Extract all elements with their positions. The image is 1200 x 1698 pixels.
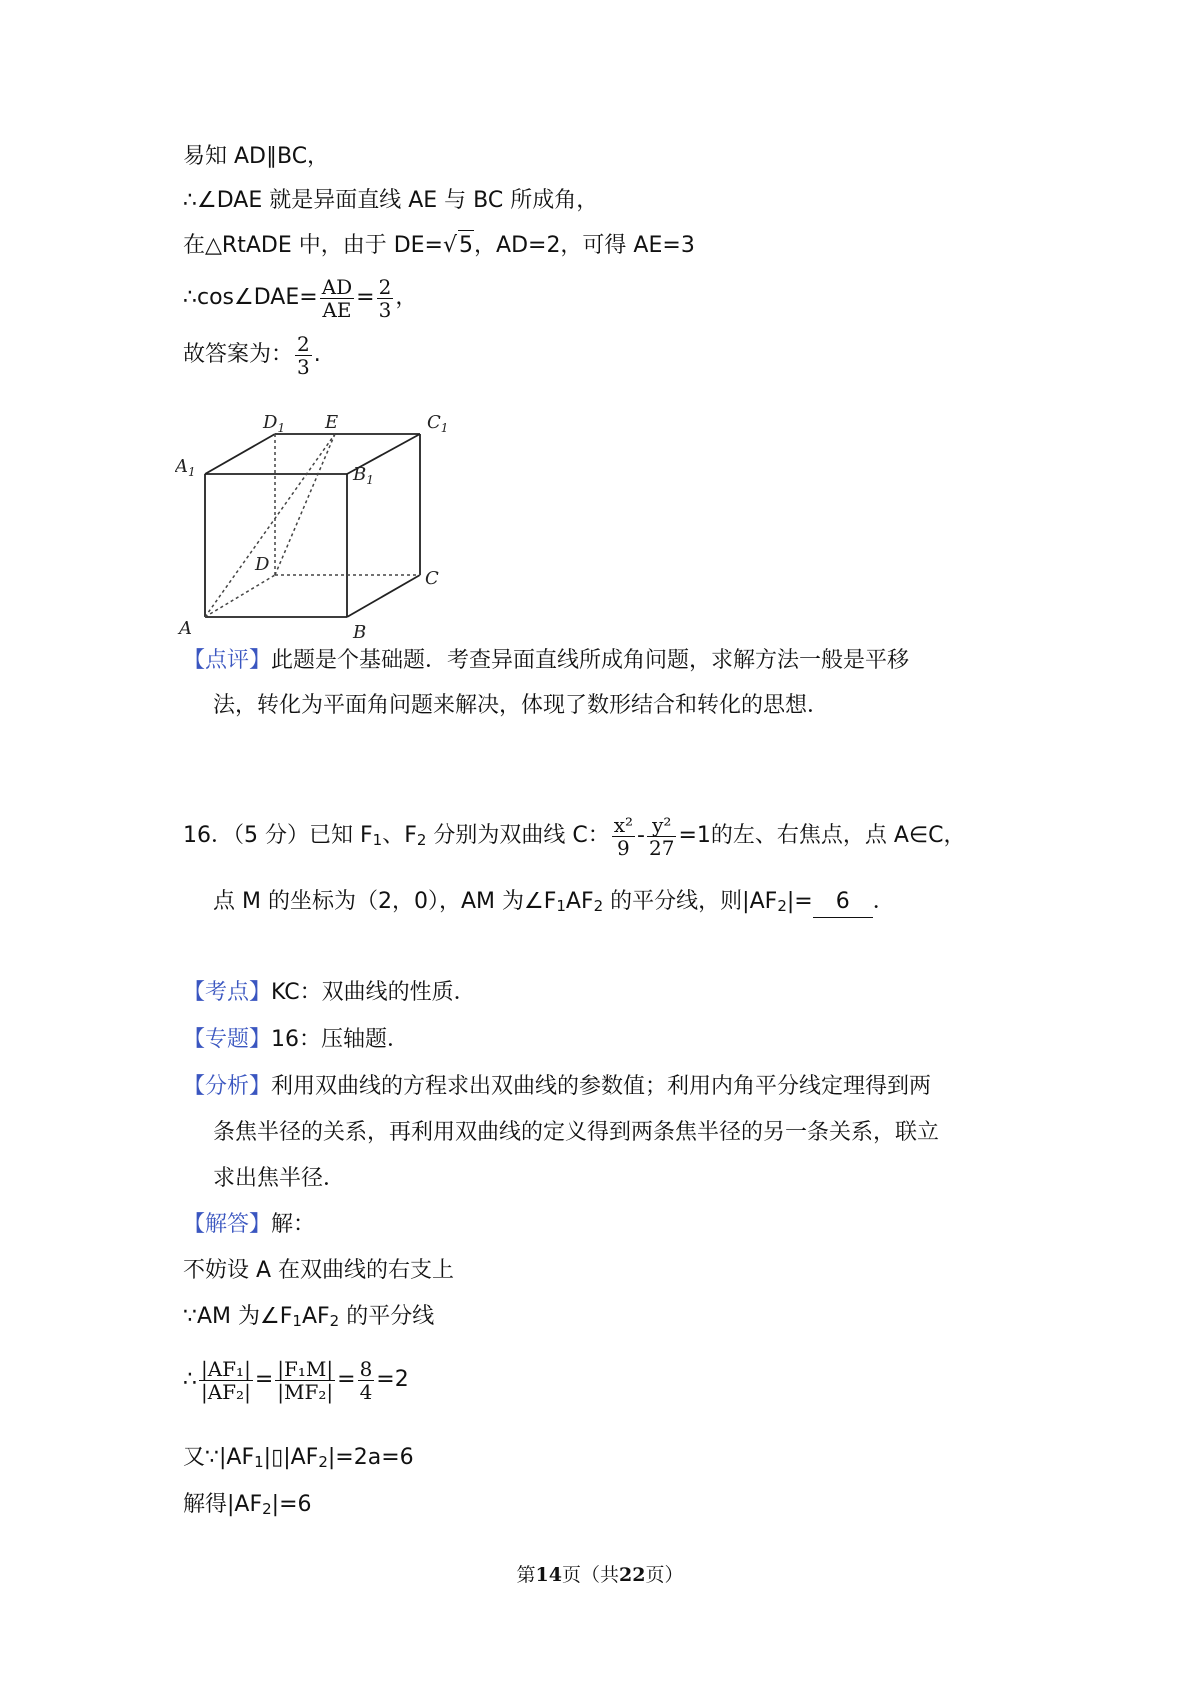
- fraction-denominator: 9: [617, 835, 630, 860]
- solution-line: [183, 1490, 312, 1524]
- missing-glyph-icon: ▯: [271, 1445, 284, 1470]
- fenxi-line: 条焦半径的关系，再利用双曲线的定义得到两条焦半径的另一条关系，联立: [213, 1120, 940, 1145]
- fraction: [199, 1358, 253, 1403]
- fraction-denominator: 4: [359, 1379, 373, 1404]
- fraction-numerator: 8: [359, 1356, 373, 1381]
- comment-line: 法，转化为平面角问题来解决，体现了数形结合和转化的思想．: [213, 693, 830, 718]
- section-tag: 【点评】: [183, 648, 272, 673]
- vertex-label-c1: $C_1$: [427, 412, 449, 435]
- page-footer: [0, 1560, 1200, 1587]
- text-segment: 16．（5 分）已知 F: [183, 823, 373, 848]
- vertex-label-d: D: [255, 554, 270, 575]
- text-line: [183, 273, 417, 323]
- text-segment: KC：双曲线的性质．: [271, 980, 476, 1005]
- vertex-label-d1: $D_1$: [263, 412, 286, 435]
- text-segment: 分别为双曲线 C：: [426, 823, 610, 848]
- solution-line: 不妨设 A 在双曲线的右支上: [183, 1258, 455, 1283]
- text-segment: 利用双曲线的方程求出双曲线的参数值；利用内角平分线定理得到两: [271, 1074, 932, 1099]
- text-segment: |=2a=6: [327, 1445, 414, 1470]
- text-segment: ∵AM 为∠F: [183, 1304, 293, 1329]
- section-tag: 【专题】: [183, 1027, 272, 1052]
- text-segment: 点 M 的坐标为（2，0），AM 为∠F: [213, 889, 557, 914]
- fraction-denominator: 3: [297, 354, 310, 379]
- question-line: [183, 808, 965, 868]
- fraction-denominator: 3: [378, 297, 392, 322]
- text-line: ∴∠DAE 就是异面直线 AE 与 BC 所成角，: [183, 188, 599, 213]
- subscript: 2: [262, 1500, 272, 1518]
- fraction-denominator: |MF₂|: [277, 1379, 334, 1404]
- fraction-denominator: 27: [649, 835, 675, 860]
- vertex-label-b: B: [353, 622, 367, 642]
- fraction-numerator: y²: [647, 814, 676, 837]
- zhuanti-line: [183, 1025, 409, 1055]
- vertex-label-b1: $B_1$: [353, 464, 374, 487]
- fraction: [275, 1358, 335, 1403]
- question-line: [213, 887, 895, 921]
- fraction: [358, 1358, 375, 1403]
- vertex-label-e: E: [325, 412, 339, 433]
- fenxi-line: 求出焦半径．: [213, 1166, 346, 1191]
- text-segment: |=6: [271, 1492, 312, 1517]
- solution-line: [183, 1352, 409, 1408]
- text-segment: ∴: [183, 1367, 197, 1392]
- subscript: 1: [292, 1312, 302, 1330]
- text-segment: 在△RtADE 中，由于 DE=: [183, 233, 443, 258]
- subscript: 2: [593, 897, 604, 915]
- solution-line: [183, 1443, 414, 1477]
- text-segment: 的平分线，则|AF: [603, 889, 778, 914]
- text-segment: ．: [872, 889, 895, 914]
- fraction: [647, 814, 676, 859]
- text-segment: =1的左、右焦点，点 A∈C，: [678, 823, 966, 848]
- text-segment: ，AD=2，可得 AE=3: [474, 233, 695, 258]
- fraction-denominator: |AF₂|: [201, 1379, 251, 1404]
- fraction-numerator: |F₁M|: [277, 1356, 334, 1381]
- fraction: [295, 333, 312, 378]
- section-tag: 【考点】: [183, 980, 272, 1005]
- fraction-numerator: 2: [297, 331, 310, 356]
- text-segment: 、F: [382, 823, 417, 848]
- text-segment: 的平分线: [339, 1304, 435, 1329]
- equals-sign: =: [337, 1367, 356, 1392]
- vertex-label-a1: $A_1$: [175, 456, 196, 479]
- vertex-label-a: A: [179, 618, 192, 639]
- text-line: [183, 230, 695, 261]
- subscript: 1: [372, 831, 383, 849]
- text-segment: 解：: [271, 1212, 316, 1237]
- fraction-numerator: |AF₁|: [201, 1356, 251, 1381]
- text-segment: |: [263, 1445, 272, 1470]
- text-segment: |AF: [283, 1445, 319, 1470]
- subscript: 1: [254, 1453, 264, 1471]
- subscript: 2: [777, 897, 787, 915]
- subscript: 2: [329, 1312, 340, 1330]
- subscript: 2: [416, 831, 427, 849]
- text-segment: =2: [376, 1367, 409, 1392]
- sqrt-radicand: 5: [458, 230, 474, 261]
- text-segment: ，: [395, 285, 418, 310]
- text-segment: 故答案为：: [183, 342, 294, 367]
- text-segment: 解得|AF: [183, 1492, 263, 1517]
- jieda-line: [183, 1210, 315, 1240]
- page-total: 22: [619, 1564, 646, 1586]
- text-segment: AF: [565, 889, 594, 914]
- text-segment: |=: [786, 889, 813, 914]
- solution-line: [183, 1302, 434, 1336]
- equals-sign: =: [356, 285, 375, 310]
- vertex-label-c: C: [425, 568, 439, 589]
- kaodian-line: [183, 978, 476, 1008]
- fraction: [377, 276, 394, 321]
- text-segment: 此题是个基础题．考查异面直线所成角问题，求解方法一般是平移: [271, 648, 910, 673]
- fraction: [612, 814, 635, 859]
- text-segment: .: [313, 342, 321, 367]
- subscript: 2: [318, 1453, 328, 1471]
- fraction: [320, 276, 354, 321]
- fraction-numerator: AD: [321, 274, 353, 299]
- fraction-numerator: 2: [378, 274, 392, 299]
- fraction-numerator: x²: [613, 812, 634, 837]
- answer-blank: 6: [813, 887, 873, 918]
- fraction-denominator: AE: [322, 297, 352, 322]
- text-line: [183, 330, 321, 380]
- text-segment: AF: [301, 1304, 330, 1329]
- footer-text: 第: [516, 1564, 536, 1586]
- text-line: 易知 AD∥BC，: [183, 144, 330, 169]
- section-tag: 【解答】: [183, 1212, 272, 1237]
- sqrt-symbol: √: [442, 233, 458, 258]
- section-tag: 【分析】: [183, 1074, 272, 1099]
- text-segment: 又∵|AF: [183, 1445, 255, 1470]
- page-number: 14: [535, 1564, 562, 1586]
- footer-text: 页）: [645, 1564, 684, 1586]
- subscript: 1: [556, 897, 566, 915]
- footer-text: 页（共: [561, 1564, 619, 1586]
- equals-sign: =: [254, 1367, 274, 1392]
- text-segment: 16：压轴题．: [271, 1027, 410, 1052]
- comment-line: [183, 646, 909, 676]
- minus-sign: -: [637, 823, 645, 848]
- fenxi-line: [183, 1072, 931, 1102]
- text-segment: ∴cos∠DAE=: [183, 285, 318, 310]
- cube-diagram: [175, 412, 475, 642]
